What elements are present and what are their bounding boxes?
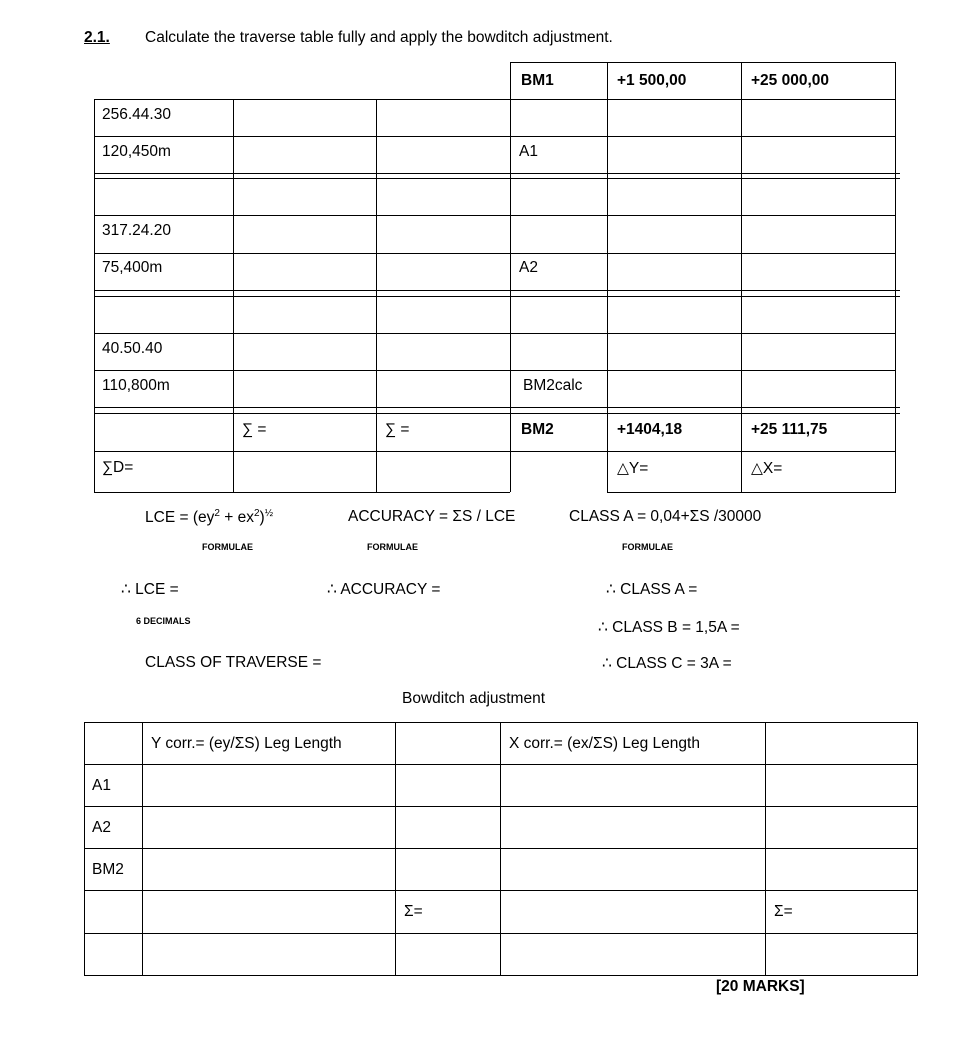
bm1-x: +25 000,00 bbox=[751, 72, 830, 89]
bowditch-row-bm2: BM2 bbox=[92, 861, 124, 878]
class-b-result: ∴ CLASS B = 1,5A = bbox=[598, 619, 740, 636]
delta-x: △X= bbox=[751, 460, 783, 477]
bm2-y: +1404,18 bbox=[617, 421, 683, 438]
question-text: Calculate the traverse table fully and apply the bowditch adjustment. bbox=[145, 29, 613, 46]
delta-y: △Y= bbox=[617, 460, 649, 477]
x-correction-sum: Σ= bbox=[774, 903, 793, 920]
class-c-result: ∴ CLASS C = 3A = bbox=[602, 655, 732, 672]
y-correction-header: Y corr.= (ey/ΣS) Leg Length bbox=[151, 735, 342, 752]
question-number: 2.1. bbox=[84, 29, 110, 46]
accuracy-result: ∴ ACCURACY = bbox=[327, 581, 441, 598]
leg2-bearing: 317.24.20 bbox=[102, 222, 171, 239]
class-a-formula: CLASS A = 0,04+ΣS /30000 bbox=[569, 508, 762, 525]
lce-formula: LCE = $(ey^2 + ex^2)^{\frac{1}{2}}$ bbox=[145, 508, 274, 527]
x-correction-header: X corr.= (ex/ΣS) Leg Length bbox=[509, 735, 700, 752]
bowditch-row-a2: A2 bbox=[92, 819, 111, 836]
bm1-y: +1 500,00 bbox=[617, 72, 687, 89]
class-a-result: ∴ CLASS A = bbox=[606, 581, 698, 598]
bm1-label: BM1 bbox=[521, 72, 554, 89]
bowditch-title: Bowditch adjustment bbox=[402, 690, 546, 707]
leg1-station: A1 bbox=[519, 143, 538, 160]
leg3-distance: 110,800m bbox=[102, 377, 170, 394]
leg3-station: BM2calc bbox=[523, 377, 583, 394]
accuracy-formula: ACCURACY = ΣS / LCE bbox=[348, 508, 516, 525]
leg3-bearing: 40.50.40 bbox=[102, 340, 163, 357]
formulae-label-1: FORMULAE bbox=[202, 542, 253, 552]
sum-cell-2: ∑ = bbox=[385, 421, 410, 438]
bowditch-table bbox=[84, 722, 918, 976]
sum-distance: ∑D= bbox=[102, 459, 134, 476]
marks: [20 MARKS] bbox=[716, 978, 805, 995]
formulae-label-2: FORMULAE bbox=[367, 542, 418, 552]
leg1-distance: 120,450m bbox=[102, 143, 171, 160]
leg1-bearing: 256.44.30 bbox=[102, 106, 171, 123]
bm2-label: BM2 bbox=[521, 421, 554, 438]
sum-cell-1: ∑ = bbox=[242, 421, 267, 438]
leg2-distance: 75,400m bbox=[102, 259, 163, 276]
bowditch-row-a1: A1 bbox=[92, 777, 111, 794]
traverse-table bbox=[94, 62, 896, 493]
formulae-label-3: FORMULAE bbox=[622, 542, 673, 552]
leg2-station: A2 bbox=[519, 259, 538, 276]
class-of-traverse: CLASS OF TRAVERSE = bbox=[145, 654, 322, 671]
lce-result: ∴ LCE = bbox=[121, 581, 179, 598]
y-correction-sum: Σ= bbox=[404, 903, 423, 920]
decimals-note: 6 DECIMALS bbox=[136, 616, 191, 626]
bm2-x: +25 111,75 bbox=[751, 421, 828, 438]
